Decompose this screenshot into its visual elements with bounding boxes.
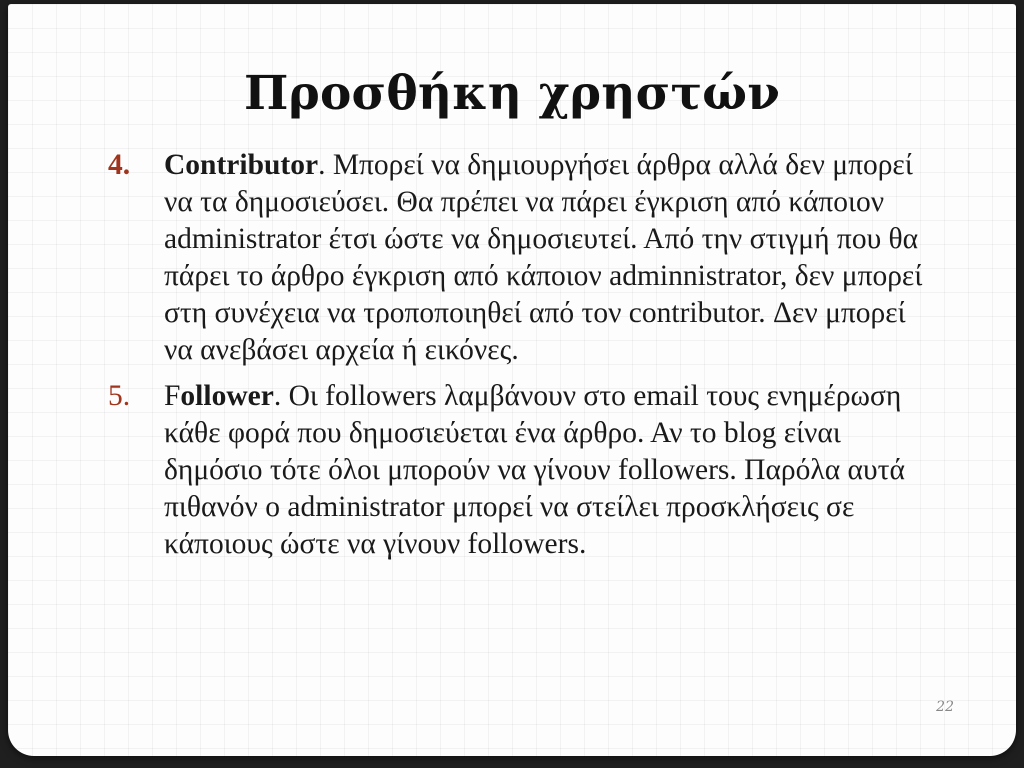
numbered-list bbox=[108, 147, 938, 572]
list-item-number: 4. bbox=[108, 149, 131, 181]
term-prefix: F bbox=[164, 380, 181, 412]
term-follower: ollower bbox=[180, 380, 274, 412]
slide-sheet bbox=[8, 4, 1016, 756]
list-item-contributor bbox=[108, 147, 938, 369]
list-item-text bbox=[164, 378, 938, 563]
list-item-follower bbox=[108, 378, 938, 563]
term-contributor: Contributor bbox=[164, 149, 319, 181]
description-follower: . Οι followers λαμβάνουν στο email τους ενημέρωση κάθε φορά που δημοσιεύεται ένα άρθρο. Αν το blog είναι δημόσιο τότε όλοι μπορούν να γίνουν followers. Παρόλα αυτά πιθανόν ο administrator μπορεί να στείλει προσκλήσεις σε κάποιους ώστε να γίνουν followers. bbox=[164, 380, 905, 560]
list-item-text bbox=[164, 147, 938, 369]
description-contributor: . Μπορεί να δημιουργήσει άρθρα αλλά δεν μπορεί να τα δημοσιεύσει. Θα πρέπει να πάρει έγκριση από κάποιον administrator έτσι ώστε να δημοσιευτεί. Από την στιγμή που θα πάρει το άρθρο έγκριση από κάποιον adminnistrator, δεν μπορεί στη συνέχεια να τροποποιηθεί από τον contributor. Δεν μπορεί να ανεβάσει αρχεία ή εικόνες. bbox=[164, 149, 923, 366]
list-item-number: 5. bbox=[108, 380, 131, 412]
page-number: 22 bbox=[936, 699, 954, 715]
slide-title: Προσθήκη χρηστών bbox=[243, 66, 781, 121]
